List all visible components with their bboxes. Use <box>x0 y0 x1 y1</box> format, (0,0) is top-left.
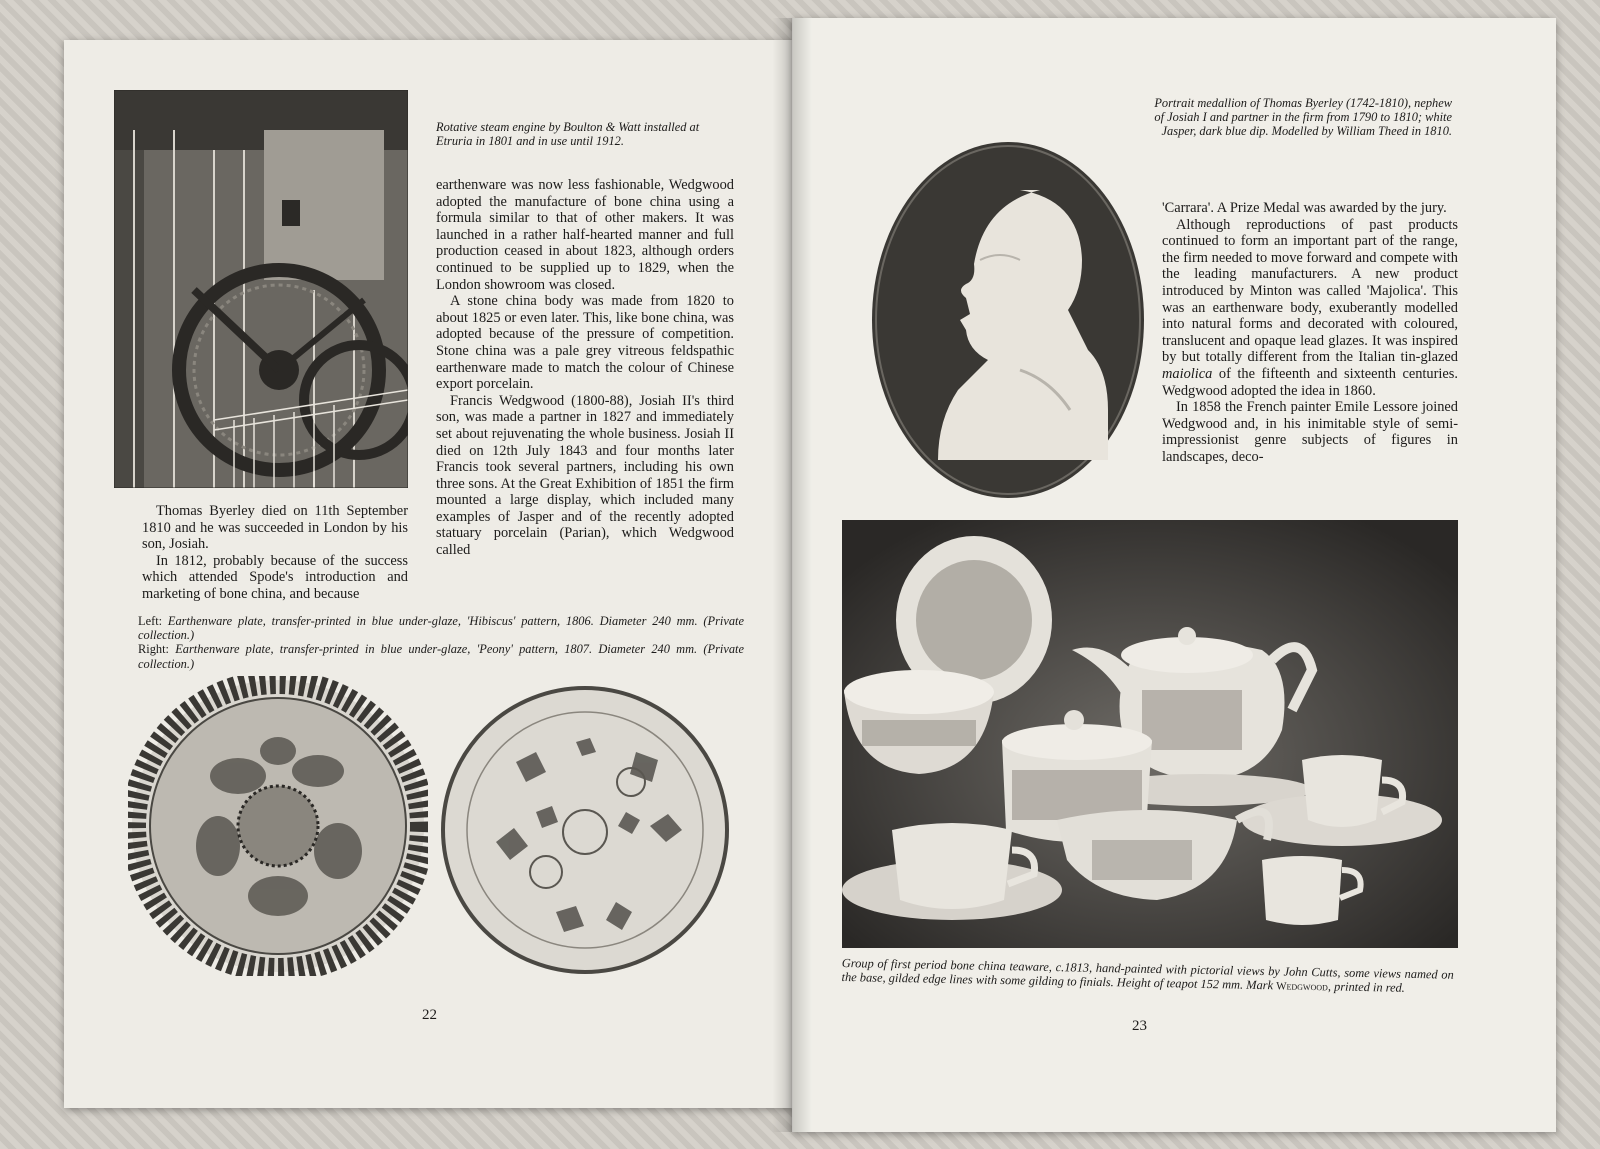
caption-text: Earthenware plate, transfer-printed in blue under-glaze, 'Peony' pattern, 1807. Diameter 240 mm. (Private collection.) <box>138 642 744 671</box>
page-number: 22 <box>422 1007 437 1023</box>
caption-label: Right: <box>138 642 169 657</box>
wedgwood-mark: Wedgwood <box>1276 980 1328 994</box>
right-column-text <box>436 177 734 559</box>
teaware-caption <box>841 956 1453 997</box>
medallion-photo <box>870 140 1146 500</box>
teaware-illustration <box>842 520 1458 948</box>
paragraph: In 1858 the French painter Emile Lessore joined Wedgwood and, in his inimitable style of semi-impressionist genre subjects of figures in landscapes, deco- <box>1162 399 1458 465</box>
paragraph: 'Carrara'. A Prize Medal was awarded by the jury. <box>1162 200 1447 216</box>
paragraph: Francis Wedgwood (1800-88), Josiah II's third son, was made a partner in 1827 and immediately set about rejuvenating the whole business. Josiah II died on 12th July 1843 and four months later Francis took several partners, including his own three sons. At the Great Exhibition of 1851 the firm mounted a large display, which included many examples of Jasper and of the recently adopted statuary porcelain (Parian), which Wedgwood called <box>436 392 734 559</box>
paragraph: A stone china body was made from 1820 to about 1825 or even later. This, like bone china, was adopted because of the pressure of competition. Stone china was a pale grey vitreous feldspathic earthenware made to match the colour of Chinese export porcelain. <box>436 293 734 393</box>
paragraph-text: of the fifteenth and sixteenth centuries. Wedgwood adopted the idea in 1860. <box>1162 365 1458 399</box>
hibiscus-plate-illustration <box>128 676 428 976</box>
book-gutter <box>772 18 812 1132</box>
paragraph: Thomas Byerley died on 11th September 1810 and he was succeeded in London by his son, Josiah. <box>142 503 408 553</box>
paragraph <box>1162 217 1458 400</box>
medallion-illustration <box>870 140 1146 500</box>
right-page-text <box>1162 200 1458 466</box>
paragraph-text: Although reproductions of past products continued to form an important part of the range, the firm needed to move forward and compete with the leading manufacturers. A new product introduced by Minton was called 'Majolica'. This was an earthenware body, exuberantly modelled into natural forms and decorated with coloured, translucent and opaque lead glazes. It was inspired by but totally different from the Italian tin-glazed <box>1162 216 1458 366</box>
peony-plate-photo <box>436 682 734 978</box>
caption-text: Earthenware plate, transfer-printed in blue under-glaze, 'Hibiscus' pattern, 1806. Diameter 240 mm. (Private collection.) <box>138 614 744 643</box>
peony-plate-illustration <box>436 682 734 978</box>
paragraph: earthenware was now less fashionable, Wedgwood adopted the manufacture of bone china using a formula similar to that of other makers. It was launched in a rather half-hearted manner and full production ceased in about 1823, although orders continued to be supplied up to 1829, when the London showroom was closed. <box>436 177 734 293</box>
steam-engine-illustration <box>114 90 408 488</box>
left-page <box>64 40 792 1108</box>
caption-label: Left: <box>138 614 163 628</box>
hibiscus-plate-photo <box>128 676 428 976</box>
steam-engine-caption-text: Rotative steam engine by Boulton & Watt installed at Etruria in 1801 and in use until 1912. <box>436 120 700 149</box>
left-plate-caption <box>138 614 744 642</box>
medallion-caption-text: Portrait medallion of Thomas Byerley (1742-1810), nephew of Josiah I and partner in the firm from 1790 to 1810; white Jasper, dark blue dip. Modelled by William Theed in 1810. <box>1154 96 1452 139</box>
right-page <box>792 18 1556 1132</box>
caption-text: Group of first period bone china teaware, c.1813, hand-painted with pictorial views by John Cutts, some views named on the base, gilded edge lines with some gilding to finials. Height of teapot 152 mm. Mark <box>841 956 1454 993</box>
page-number: 23 <box>1132 1018 1147 1034</box>
medallion-caption <box>1152 96 1452 139</box>
teaware-caption-text <box>841 956 1453 997</box>
caption-text: , printed in red. <box>1327 979 1405 996</box>
paragraph: In 1812, probably because of the success which attended Spode's introduction and marketing of bone china, and because <box>142 552 408 602</box>
steam-engine-photo <box>114 90 408 488</box>
right-plate-caption <box>138 642 744 670</box>
plates-caption <box>138 614 744 671</box>
teaware-photo <box>842 520 1458 948</box>
italic-term: maiolica <box>1162 365 1213 382</box>
steam-engine-caption <box>436 120 736 148</box>
left-column-text <box>142 503 408 603</box>
